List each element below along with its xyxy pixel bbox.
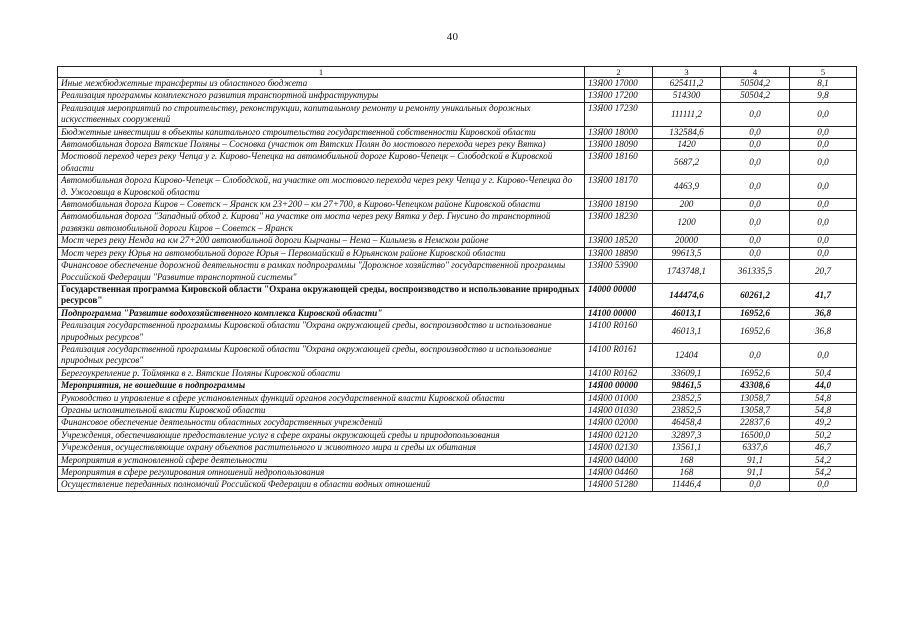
row-value-col5: 44,0 xyxy=(790,380,857,392)
table-row xyxy=(58,467,857,479)
header-row xyxy=(58,67,857,78)
row-value-col4: 91,1 xyxy=(721,454,790,466)
row-value-col5: 36,8 xyxy=(790,320,857,344)
row-value-col5: 54,8 xyxy=(790,404,857,416)
row-name-cell: Мостовой переход через реку Чепца у г. Кирово-Чепецка на автомобильной дороге Кирово-Чепецк – Слободской в Кировской области xyxy=(58,151,585,175)
row-value-col4: 6337,6 xyxy=(721,442,790,454)
row-code-cell: 14Я00 01030 xyxy=(585,404,653,416)
row-code-cell: 14Я00 00000 xyxy=(585,380,653,392)
table-row xyxy=(58,235,857,247)
header-col-4: 4 xyxy=(721,67,790,78)
row-name-cell: Берегоукрепление р. Тоймянка в г. Вятские Поляны Кировской области xyxy=(58,367,585,379)
header-col-3: 3 xyxy=(653,67,721,78)
row-value-col3: 32897,3 xyxy=(653,429,721,441)
table-row xyxy=(58,479,857,491)
row-value-col3: 99613,5 xyxy=(653,247,721,259)
row-value-col3: 1200 xyxy=(653,211,721,235)
row-value-col3: 13561,1 xyxy=(653,442,721,454)
row-name-cell: Реализация государственной программы Кировской области "Охрана окружающей среды, воспроизводство и использование природных ресурсов" xyxy=(58,320,585,344)
table-row xyxy=(58,404,857,416)
row-value-col5: 54,8 xyxy=(790,392,857,404)
row-code-cell: 13Я00 18520 xyxy=(585,235,653,247)
table-row xyxy=(58,151,857,175)
row-value-col4: 50504,2 xyxy=(721,90,790,102)
row-value-col5: 49,2 xyxy=(790,417,857,429)
table-row xyxy=(58,367,857,379)
row-value-col5: 41,7 xyxy=(790,283,857,307)
row-name-cell: Иные межбюджетные трансферты из областного бюджета xyxy=(58,78,585,90)
row-code-cell: 14Я00 51280 xyxy=(585,479,653,491)
row-name-cell: Финансовое обеспечение деятельности областных государственных учреждений xyxy=(58,417,585,429)
row-name-cell: Автомобильная дорога "Западный обход г. Кирова" на участке от моста через реку Вятка у дер. Гнусино до транспортной развязки автомобильной дороги Киров – Советск – Яранск xyxy=(58,211,585,235)
row-name-cell: Руководство и управление в сфере установленных функций органов государственной власти Кировской области xyxy=(58,392,585,404)
table-row xyxy=(58,343,857,367)
row-code-cell: 14100 R0162 xyxy=(585,367,653,379)
row-code-cell: 13Я00 17000 xyxy=(585,78,653,90)
row-value-col4: 0,0 xyxy=(721,247,790,259)
row-code-cell: 14Я00 02120 xyxy=(585,429,653,441)
table-row xyxy=(58,199,857,211)
row-value-col3: 514300 xyxy=(653,90,721,102)
row-code-cell: 14100 R0161 xyxy=(585,343,653,367)
table-row xyxy=(58,392,857,404)
row-value-col4: 0,0 xyxy=(721,235,790,247)
budget-table xyxy=(57,66,857,492)
row-code-cell: 14100 R0160 xyxy=(585,320,653,344)
row-value-col4: 13058,7 xyxy=(721,392,790,404)
row-value-col5: 0,0 xyxy=(790,151,857,175)
row-value-col3: 46458,4 xyxy=(653,417,721,429)
row-value-col4: 16952,6 xyxy=(721,307,790,319)
row-value-col4: 60261,2 xyxy=(721,283,790,307)
row-code-cell: 14Я00 02130 xyxy=(585,442,653,454)
row-value-col3: 46013,1 xyxy=(653,307,721,319)
row-value-col3: 33609,1 xyxy=(653,367,721,379)
table-row xyxy=(58,380,857,392)
row-value-col4: 13058,7 xyxy=(721,404,790,416)
row-code-cell: 14Я00 04000 xyxy=(585,454,653,466)
row-code-cell: 13Я00 18190 xyxy=(585,199,653,211)
row-name-cell: Мероприятия, не вошедшие в подпрограммы xyxy=(58,380,585,392)
table-row xyxy=(58,175,857,199)
row-value-col5: 50,2 xyxy=(790,429,857,441)
row-value-col3: 1743748,1 xyxy=(653,260,721,284)
row-value-col3: 12404 xyxy=(653,343,721,367)
row-name-cell: Автомобильная дорога Киров – Советск – Яранск км 23+200 – км 27+700, в Кирово-Чепецком районе Кировской области xyxy=(58,199,585,211)
row-name-cell: Финансовое обеспечение дорожной деятельности в рамках подпрограммы "Дорожное хозяйство" государственной программы Российской Федерации "Развитие транспортной системы" xyxy=(58,260,585,284)
row-value-col4: 16500,0 xyxy=(721,429,790,441)
row-code-cell: 13Я00 18000 xyxy=(585,126,653,138)
row-value-col5: 0,0 xyxy=(790,175,857,199)
row-code-cell: 13Я00 18890 xyxy=(585,247,653,259)
row-value-col4: 0,0 xyxy=(721,175,790,199)
table-row xyxy=(58,320,857,344)
header-col-2: 2 xyxy=(585,67,653,78)
row-value-col4: 0,0 xyxy=(721,139,790,151)
row-name-cell: Мост через реку Юрья на автомобильной дороге Юрья – Первомайский в Юрьянском районе Кировской области xyxy=(58,247,585,259)
row-code-cell: 13Я00 18160 xyxy=(585,151,653,175)
header-col-5: 5 xyxy=(790,67,857,78)
row-value-col3: 11446,4 xyxy=(653,479,721,491)
row-value-col5: 8,1 xyxy=(790,78,857,90)
row-code-cell: 14Я00 01000 xyxy=(585,392,653,404)
row-name-cell: Органы исполнительной власти Кировской области xyxy=(58,404,585,416)
row-name-cell: Реализация мероприятий по строительству, реконструкции, капитальному ремонту и ремонту уникальных дорожных искусственных сооружений xyxy=(58,102,585,126)
row-value-col5: 0,0 xyxy=(790,247,857,259)
table-row xyxy=(58,429,857,441)
row-value-col5: 0,0 xyxy=(790,479,857,491)
table-row xyxy=(58,102,857,126)
row-value-col3: 4463,9 xyxy=(653,175,721,199)
table-row xyxy=(58,454,857,466)
row-value-col4: 22837,6 xyxy=(721,417,790,429)
page-number: 40 xyxy=(446,31,459,43)
row-value-col3: 168 xyxy=(653,454,721,466)
row-value-col5: 54,2 xyxy=(790,454,857,466)
row-name-cell: Осуществление переданных полномочий Российской Федерации в области водных отношений xyxy=(58,479,585,491)
row-value-col3: 625411,2 xyxy=(653,78,721,90)
table-row xyxy=(58,247,857,259)
table-row xyxy=(58,260,857,284)
row-value-col3: 144474,6 xyxy=(653,283,721,307)
row-value-col4: 16952,6 xyxy=(721,320,790,344)
row-name-cell: Реализация государственной программы Кировской области "Охрана окружающей среды, воспроизводство и использование природных ресурсов" xyxy=(58,343,585,367)
row-value-col4: 43308,6 xyxy=(721,380,790,392)
table-row xyxy=(58,126,857,138)
row-value-col3: 23852,5 xyxy=(653,392,721,404)
row-value-col3: 5687,2 xyxy=(653,151,721,175)
row-value-col5: 0,0 xyxy=(790,343,857,367)
table-row xyxy=(58,442,857,454)
row-name-cell: Учреждения, обеспечивающие предоставление услуг в сфере охраны окружающей среды и природопользования xyxy=(58,429,585,441)
header-col-1: 1 xyxy=(58,67,585,78)
row-code-cell: 14100 00000 xyxy=(585,307,653,319)
row-name-cell: Учреждения, осуществляющие охрану объектов растительного и животного мира и среды их обитания xyxy=(58,442,585,454)
row-value-col4: 50504,2 xyxy=(721,78,790,90)
row-value-col3: 200 xyxy=(653,199,721,211)
row-code-cell: 13Я00 18090 xyxy=(585,139,653,151)
row-value-col5: 9,8 xyxy=(790,90,857,102)
row-value-col3: 20000 xyxy=(653,235,721,247)
row-value-col3: 168 xyxy=(653,467,721,479)
row-value-col3: 132584,6 xyxy=(653,126,721,138)
row-value-col4: 0,0 xyxy=(721,479,790,491)
row-name-cell: Мост через реку Немда на км 27+200 автомобильной дороги Кырчаны – Нема – Кильмезь в Немском районе xyxy=(58,235,585,247)
row-value-col5: 0,0 xyxy=(790,126,857,138)
table-row xyxy=(58,78,857,90)
row-value-col3: 111111,2 xyxy=(653,102,721,126)
row-code-cell: 14Я00 02000 xyxy=(585,417,653,429)
row-value-col3: 46013,1 xyxy=(653,320,721,344)
row-name-cell: Автомобильная дорога Вятские Поляны – Сосновка (участок от Вятских Полян до мостового перехода через реку Вятка) xyxy=(58,139,585,151)
row-code-cell: 13Я00 18230 xyxy=(585,211,653,235)
table-row xyxy=(58,417,857,429)
table-header xyxy=(58,67,857,78)
row-name-cell: Мероприятия в сфере регулирования отношений недропользования xyxy=(58,467,585,479)
row-value-col4: 0,0 xyxy=(721,343,790,367)
row-code-cell: 13Я00 17200 xyxy=(585,90,653,102)
table-row xyxy=(58,307,857,319)
row-value-col5: 54,2 xyxy=(790,467,857,479)
row-name-cell: Государственная программа Кировской области "Охрана окружающей среды, воспроизводство и использование природных ресурсов" xyxy=(58,283,585,307)
row-name-cell: Мероприятия в установленной сфере деятельности xyxy=(58,454,585,466)
row-value-col4: 361335,5 xyxy=(721,260,790,284)
table-body xyxy=(58,78,857,492)
row-code-cell: 13Я00 17230 xyxy=(585,102,653,126)
row-value-col5: 0,0 xyxy=(790,102,857,126)
table-row xyxy=(58,211,857,235)
row-name-cell: Автомобильная дорога Кирово-Чепецк – Слободской, на участке от мостового перехода через реку Чепца у г. Кирово-Чепецка до д. Ужоговица в Кировской области xyxy=(58,175,585,199)
row-value-col3: 23852,5 xyxy=(653,404,721,416)
row-value-col3: 1420 xyxy=(653,139,721,151)
row-value-col4: 91,1 xyxy=(721,467,790,479)
row-value-col3: 98461,5 xyxy=(653,380,721,392)
row-value-col4: 0,0 xyxy=(721,102,790,126)
table-row xyxy=(58,139,857,151)
row-value-col5: 0,0 xyxy=(790,211,857,235)
row-value-col4: 0,0 xyxy=(721,126,790,138)
row-code-cell: 13Я00 53900 xyxy=(585,260,653,284)
row-value-col5: 36,8 xyxy=(790,307,857,319)
row-value-col5: 0,0 xyxy=(790,139,857,151)
row-code-cell: 14000 00000 xyxy=(585,283,653,307)
row-value-col4: 16952,6 xyxy=(721,367,790,379)
row-name-cell: Реализация программы комплексного развития транспортной инфраструктуры xyxy=(58,90,585,102)
row-name-cell: Подпрограмма "Развитие водохозяйственного комплекса Кировской области" xyxy=(58,307,585,319)
row-value-col5: 20,7 xyxy=(790,260,857,284)
table-row xyxy=(58,283,857,307)
row-value-col4: 0,0 xyxy=(721,151,790,175)
row-value-col4: 0,0 xyxy=(721,199,790,211)
row-value-col5: 46,7 xyxy=(790,442,857,454)
row-value-col4: 0,0 xyxy=(721,211,790,235)
row-value-col5: 0,0 xyxy=(790,199,857,211)
row-value-col5: 0,0 xyxy=(790,235,857,247)
row-code-cell: 13Я00 18170 xyxy=(585,175,653,199)
row-name-cell: Бюджетные инвестиции в объекты капитального строительства государственной собственности Кировской области xyxy=(58,126,585,138)
row-value-col5: 50,4 xyxy=(790,367,857,379)
table-row xyxy=(58,90,857,102)
row-code-cell: 14Я00 04460 xyxy=(585,467,653,479)
